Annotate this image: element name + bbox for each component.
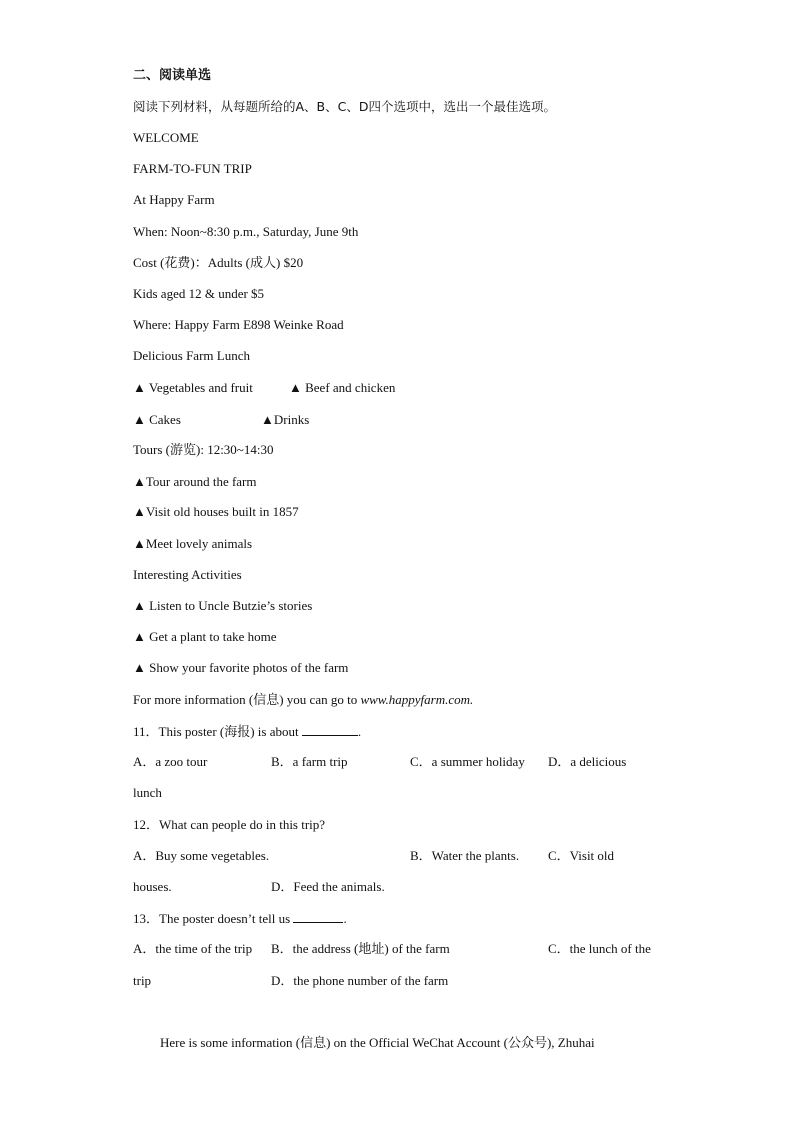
lunch-title: Delicious Farm Lunch	[133, 348, 250, 363]
tour-item: ▲Meet lovely animals	[133, 536, 253, 551]
tour-item: ▲Tour around the farm	[133, 474, 257, 489]
tour-item: ▲Visit old houses built in 1857	[133, 504, 299, 519]
poster-welcome: WELCOME	[133, 130, 199, 145]
option-continuation: houses.	[133, 879, 172, 894]
lunch-item: ▲ Cakes	[133, 412, 181, 427]
website-link: www.happyfarm.com.	[360, 692, 474, 707]
option-b: B．a farm trip	[271, 754, 348, 769]
option-a: A．the time of the trip	[133, 941, 253, 956]
activity-item: ▲ Listen to Uncle Butzie’s stories	[133, 598, 313, 613]
poster-cost-kids: Kids aged 12 & under $5	[133, 286, 265, 301]
poster-where: Where: Happy Farm E898 Weinke Road	[133, 317, 344, 332]
question-stem-text: 13．The poster doesn’t tell us	[133, 911, 294, 926]
stem-suffix: .	[343, 911, 347, 926]
option-d: D．a delicious	[548, 754, 627, 769]
question-stem	[133, 723, 361, 740]
more-info	[133, 692, 473, 708]
lunch-item: ▲Drinks	[261, 412, 310, 427]
option-continuation: lunch	[133, 785, 162, 800]
activity-item: ▲ Show your favorite photos of the farm	[133, 660, 349, 675]
option-c: C．the lunch of the	[548, 941, 651, 956]
lunch-item: ▲ Beef and chicken	[289, 380, 396, 395]
poster-trip-name: FARM-TO-FUN TRIP	[133, 161, 252, 176]
tours-title: Tours (游览): 12:30~14:30	[133, 442, 274, 457]
poster-location: At Happy Farm	[133, 192, 215, 207]
activity-item: ▲ Get a plant to take home	[133, 629, 277, 644]
option-a: A．a zoo tour	[133, 754, 208, 769]
section-title: 二、阅读单选	[133, 68, 212, 83]
more-info-text: For more information (信息) you can go to	[133, 692, 361, 707]
instructions: 阅读下列材料，从每题所给的A、B、C、D四个选项中，选出一个最佳选项。	[133, 99, 556, 114]
option-c: C．a summer holiday	[410, 754, 525, 769]
option-b: B．Water the plants.	[410, 848, 520, 863]
option-d: D．Feed the animals.	[271, 879, 385, 894]
option-c: C．Visit old	[548, 848, 615, 863]
answer-blank	[302, 723, 358, 736]
option-continuation: trip	[133, 973, 152, 988]
question-stem-text: 11．This poster (海报) is about	[133, 724, 302, 739]
option-d: D．the phone number of the farm	[271, 973, 449, 988]
option-b: B．the address (地址) of the farm	[271, 941, 450, 956]
next-passage-intro: Here is some information (信息) on the Official WeChat Account (公众号), Zhuhai	[160, 1035, 595, 1050]
activities-title: Interesting Activities	[133, 567, 242, 582]
poster-cost-adults: Cost (花费)：Adults (成人) $20	[133, 255, 304, 270]
option-a: A．Buy some vegetables.	[133, 848, 270, 863]
poster-when: When: Noon~8:30 p.m., Saturday, June 9th	[133, 224, 359, 239]
lunch-item: ▲ Vegetables and fruit	[133, 380, 253, 395]
stem-suffix: .	[357, 724, 362, 739]
question-stem: 12．What can people do in this trip?	[133, 817, 326, 832]
answer-blank	[293, 910, 343, 923]
question-stem	[133, 910, 347, 927]
